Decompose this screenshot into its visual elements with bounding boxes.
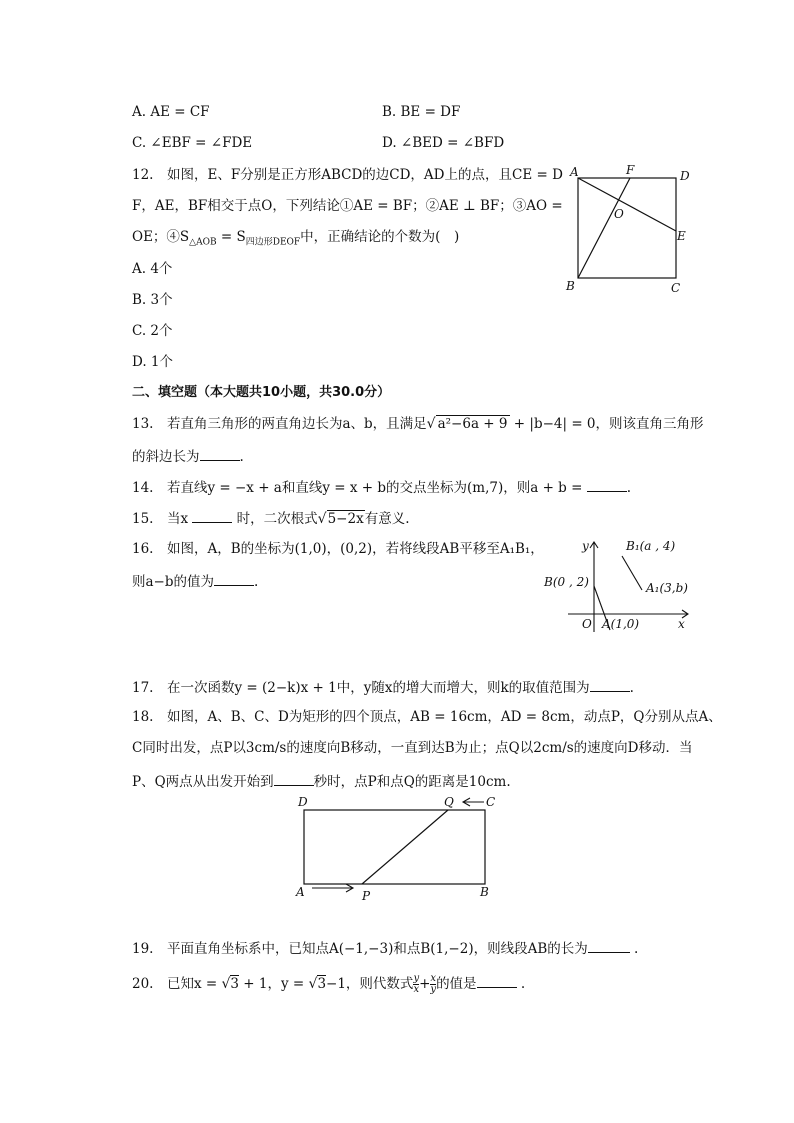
q16-label-b1: B₁(a , 4) (626, 539, 676, 553)
q11-option-a: A. AE = CF (132, 104, 210, 120)
q20-fraction-1: $\frac{y}{x}$ (413, 973, 420, 995)
q18-label-c: C (486, 795, 496, 809)
q12-option-d: D. 1个 (132, 354, 174, 370)
q18-line3: P、Q两点从出发开始到 秒时，点P和点Q的距离是10cm. (132, 771, 511, 791)
q16-label-y: y (582, 539, 589, 553)
q11-option-b: B. BE = DF (382, 104, 461, 120)
q12-label-a: A (570, 165, 579, 179)
q20-fraction-2: $\frac{x}{y}$ (430, 973, 437, 995)
q11-option-c: C. ∠EBF = ∠FDE (132, 135, 253, 151)
q19-answer-blank[interactable] (588, 938, 630, 953)
q11-option-d: D. ∠BED = ∠BFD (382, 135, 505, 151)
q20-answer-blank[interactable] (477, 973, 517, 988)
q12-label-f: F (626, 163, 635, 177)
q18-label-b: B (480, 885, 489, 899)
q16-label-a1: A₁(3,b) (646, 581, 688, 595)
q12-option-b: B. 3个 (132, 292, 173, 308)
q12-label-e: E (677, 229, 686, 243)
q18-line1: 18. 如图，A、B、C、D为矩形的四个顶点，AB = 16cm，AD = 8cm，动点P，Q分别从点A、 (132, 709, 722, 725)
q12-label-d: D (680, 169, 690, 183)
q16-line2: 则a−b的值为 . (132, 571, 258, 591)
q18-label-p: P (362, 889, 371, 903)
q15-text: 15. 当x 时，二次根式√5−2x有意义. (132, 508, 410, 528)
q13-answer-blank[interactable] (200, 446, 240, 461)
q12-line2: F，AE，BF相交于点O，下列结论①AE = BF；②AE ⊥ BF；③AO = (132, 198, 563, 214)
q12-square-figure (560, 160, 700, 300)
q18-rectangle-figure (290, 792, 510, 906)
q13-line1: 13. 若直角三角形的两直角边长为a、b，且满足√ a²−6a + 9 + |b−4| = 0，则该直角三角形 (132, 416, 704, 432)
q14-text: 14. 若直线y = −x + a和直线y = x + b的交点坐标为(m,7)，则a + b = . (132, 477, 631, 497)
q13-line2: 的斜边长为 . (132, 446, 244, 466)
q12-option-a: A. 4个 (132, 261, 173, 277)
q16-label-a: A(1,0) (602, 617, 640, 631)
q16-label-o: O (582, 617, 592, 631)
q18-line2: C同时出发，点P以3cm/s的速度向B移动，一直到达B为止；点Q以2cm/s的速度向D移动．当 (132, 740, 693, 756)
q18-label-d: D (298, 795, 308, 809)
q16-coordinate-figure (540, 534, 700, 638)
q18-label-a: A (296, 885, 305, 899)
q20-text: 20. 已知x = √3 + 1，y = √3−1，则代数式 $\frac{y}{x}$ + $\frac{x}{y}$ 的值是 . (132, 973, 526, 995)
q12-label-c: C (671, 281, 681, 295)
q18-label-q: Q (444, 795, 454, 809)
q17-answer-blank[interactable] (590, 677, 630, 692)
q12-label-b: B (566, 279, 575, 293)
q15-answer-blank[interactable] (192, 508, 232, 523)
q16-label-b: B(0 , 2) (544, 575, 589, 589)
q12-option-c: C. 2个 (132, 323, 173, 339)
q16-label-x: x (678, 617, 685, 631)
q16-line1: 16. 如图，A，B的坐标为(1,0)，(0,2)，若将线段AB平移至A₁B₁， (132, 541, 544, 557)
q18-answer-blank[interactable] (274, 771, 314, 786)
q16-answer-blank[interactable] (214, 571, 254, 586)
q17-text: 17. 在一次函数y = (2−k)x + 1中，y随x的增大而增大，则k的取值范围为 . (132, 677, 634, 697)
q19-text: 19. 平面直角坐标系中，已知点A(−1,−3)和点B(1,−2)，则线段AB的长为 . (132, 938, 638, 958)
q12-label-o: O (614, 207, 624, 221)
q12-line3: OE；$④S_{\triangle AOB} = S_{四边形DEOF}$中，正确结论的个数为( ) (132, 229, 460, 248)
section-heading: 二、填空题（本大题共10小题，共30.0分） (132, 385, 391, 400)
q12-line1: 12. 如图，E、F分别是正方形ABCD的边CD，AD上的点，且CE = D (132, 167, 563, 183)
q14-answer-blank[interactable] (587, 477, 627, 492)
